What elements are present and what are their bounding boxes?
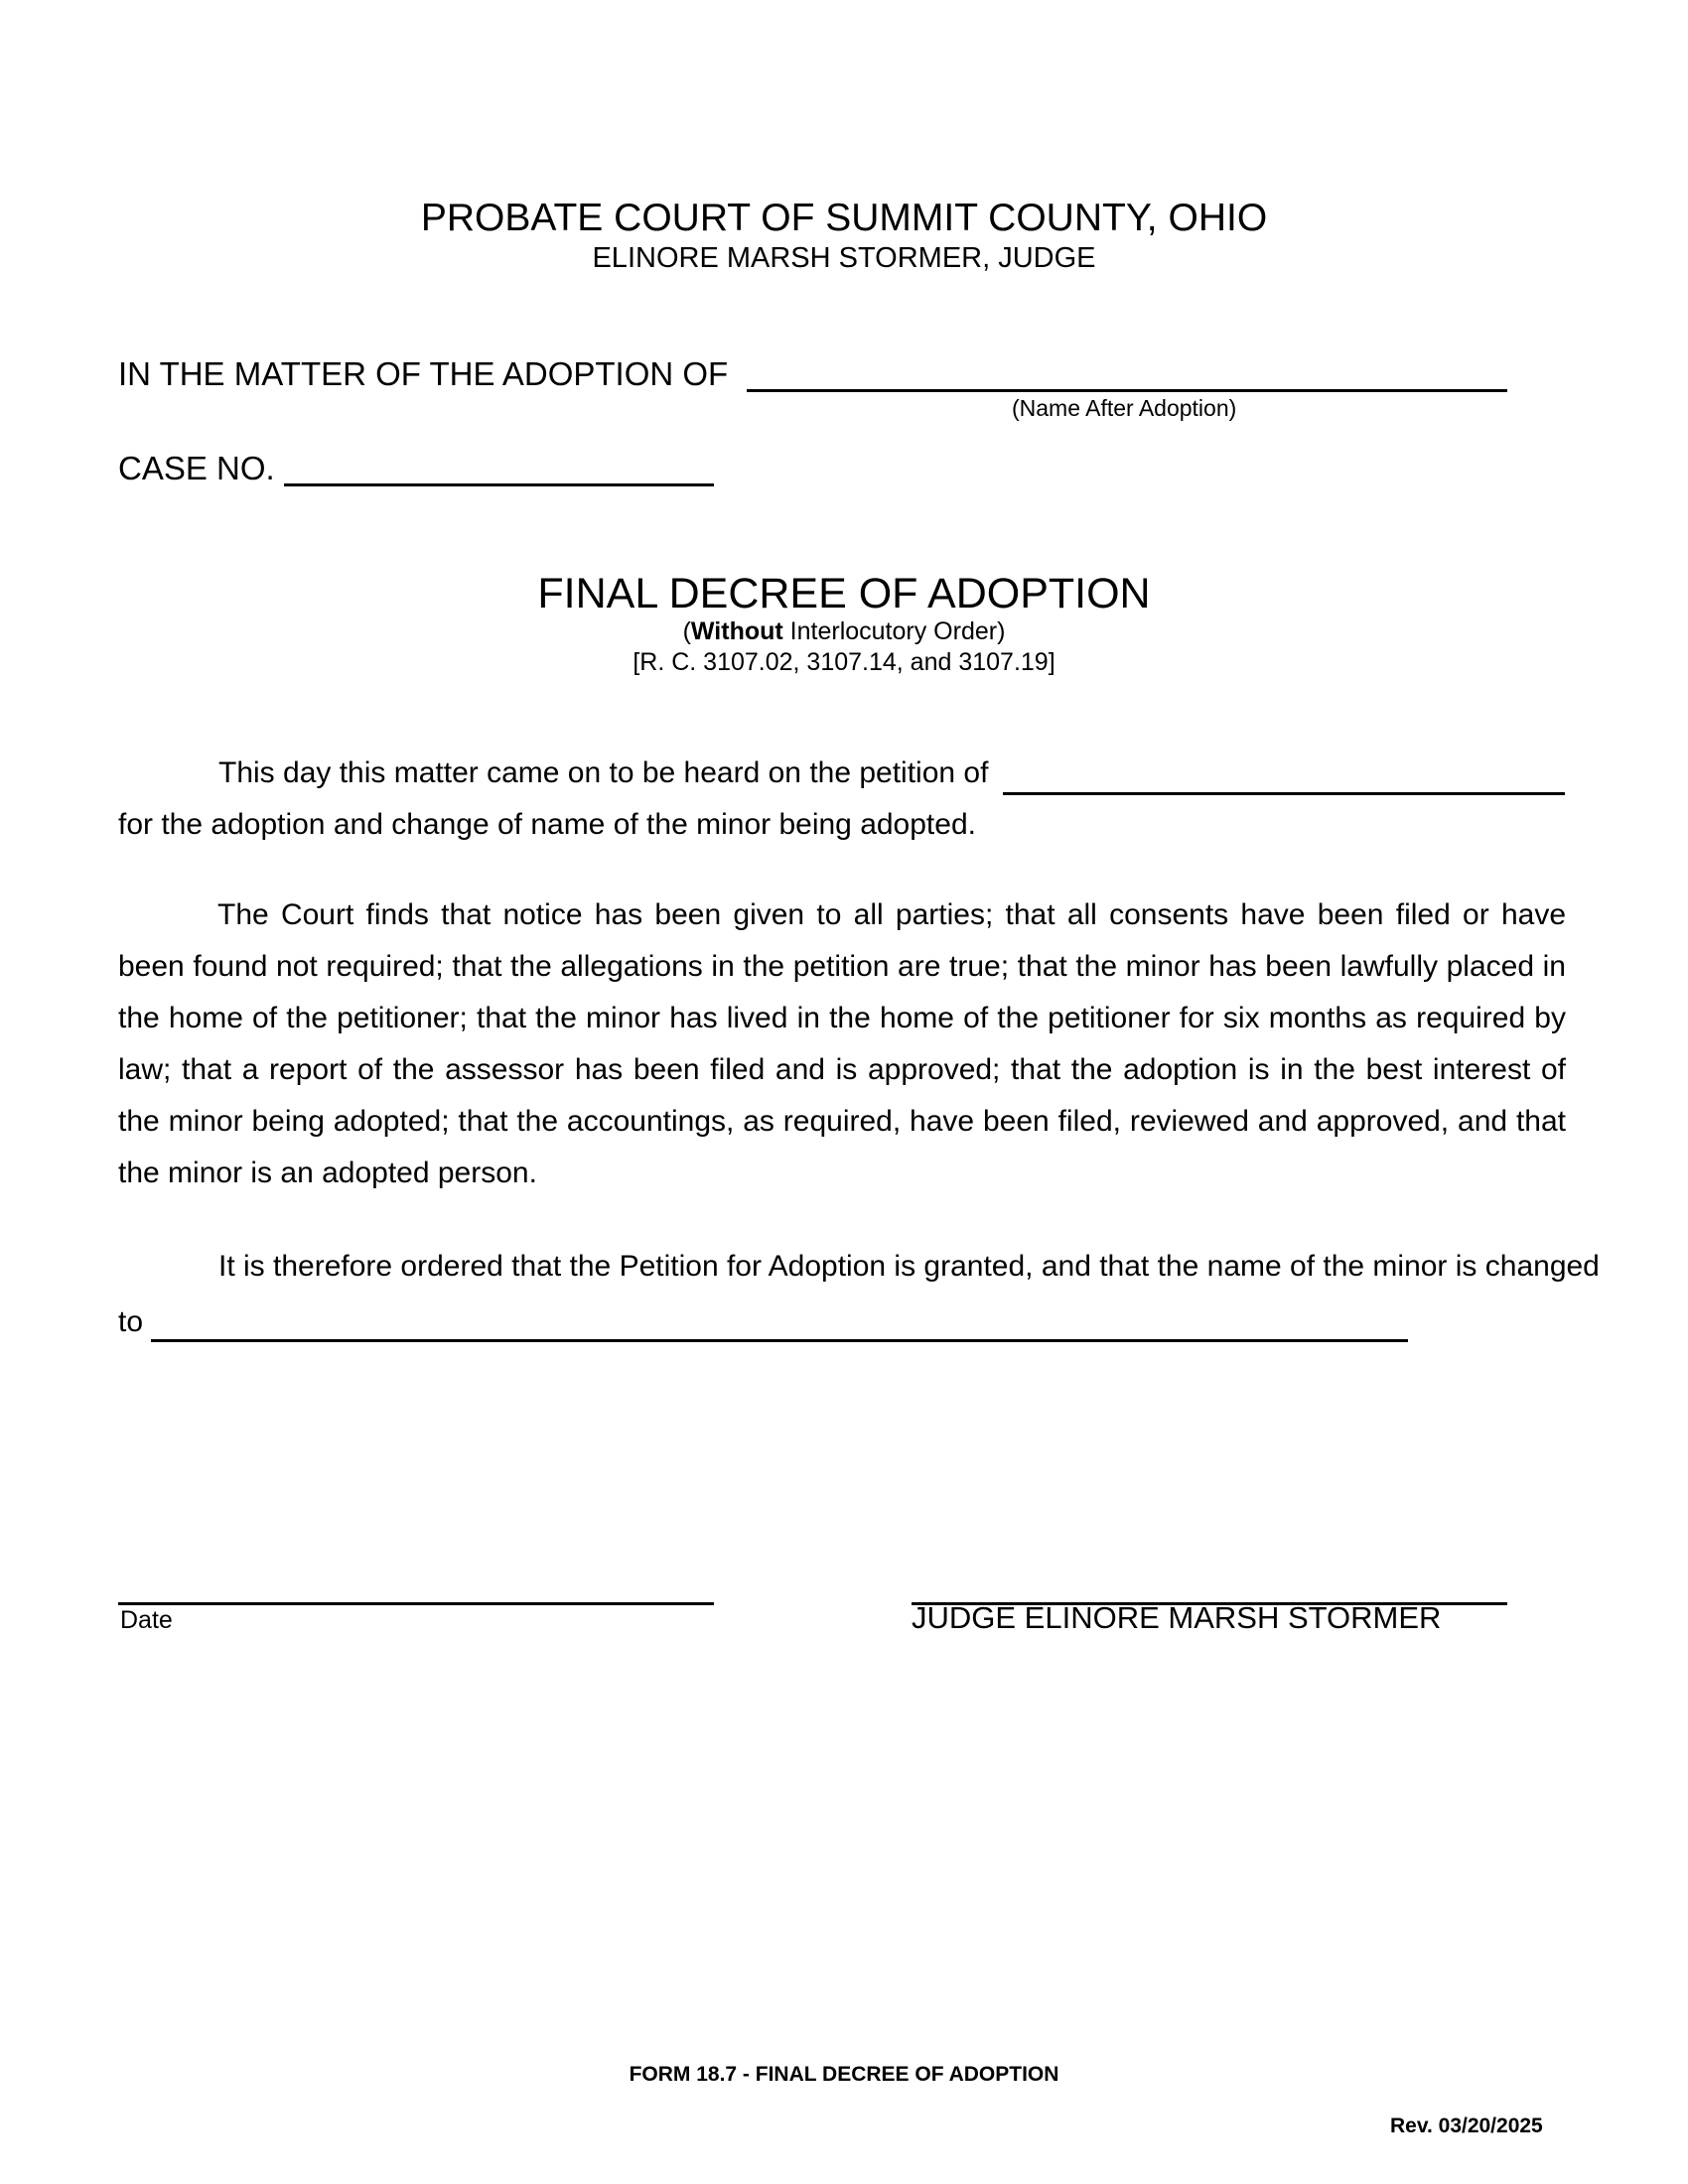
petition-text-end: for the adoption and change of name of the minor being adopted.	[118, 808, 976, 841]
order-to-label: to	[118, 1305, 144, 1338]
judge-signature-label: JUDGE ELINORE MARSH STORMER	[912, 1600, 1442, 1635]
case-number-field[interactable]	[284, 448, 714, 486]
form-label: FORM 18.7 - FINAL DECREE OF ADOPTION	[629, 2063, 1059, 2086]
court-name: PROBATE COURT OF SUMMIT COUNTY, OHIO	[420, 197, 1268, 239]
document-subtitle: (Without Interlocutory Order)	[682, 617, 1006, 645]
new-name-field[interactable]	[151, 1303, 1408, 1342]
court-findings-paragraph: The Court finds that notice has been given to all parties; that all consents have been filed or have been found not required; that the allegations in the petition are true; that the minor has been lawfully placed in the home of the petitioner; that the minor has lived in the home of the petitioner for six months as required by law; that a report of the assessor has been filed and is approved; that the adoption is in the best interest of the minor being adopted; that the accountings, as required, have been filed, reviewed and approved, and that the minor is an adopted person.	[118, 898, 1566, 1189]
revision-date: Rev. 03/20/2025	[1390, 2115, 1543, 2137]
order-text: It is therefore ordered that the Petition for Adoption is granted, and that the name of the minor is changed	[218, 1250, 1600, 1283]
date-field[interactable]	[118, 1567, 714, 1605]
judge-line: ELINORE MARSH STORMER, JUDGE	[592, 242, 1096, 274]
statute-reference: [R. C. 3107.02, 3107.14, and 3107.19]	[633, 648, 1055, 676]
adoptee-name-field[interactable]	[747, 353, 1507, 392]
case-no-label: CASE NO.	[118, 450, 275, 486]
petition-text-start: This day this matter came on to be heard on the petition of	[218, 756, 989, 789]
subtitle-emphasis: Without	[690, 617, 783, 645]
name-after-adoption-hint: (Name After Adoption)	[1012, 395, 1237, 421]
matter-label: IN THE MATTER OF THE ADOPTION OF	[118, 355, 729, 392]
document-title: FINAL DECREE OF ADOPTION	[537, 570, 1151, 617]
petitioner-name-field[interactable]	[1003, 756, 1565, 795]
date-label: Date	[120, 1606, 173, 1634]
